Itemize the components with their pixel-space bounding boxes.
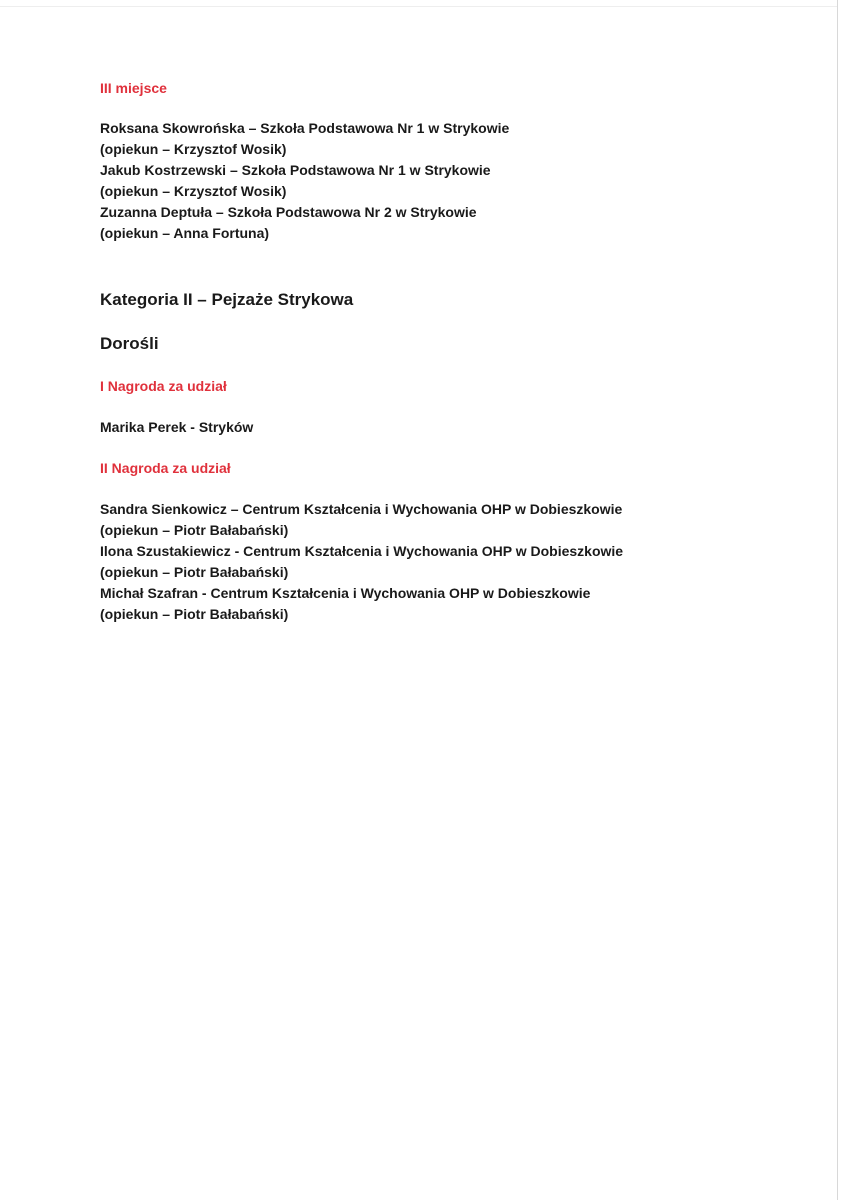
list-item: (opiekun – Krzysztof Wosik) [100,183,287,199]
section-heading-iii-miejsce: III miejsce [100,80,167,96]
award-1-entries [100,417,800,438]
list-item: Michał Szafran - Centrum Kształcenia i Wychowania OHP w Dobieszkowie [100,585,591,601]
award-1-heading: I Nagroda za udział [100,378,227,394]
list-item: (opiekun – Anna Fortuna) [100,225,270,241]
award-2-heading: II Nagroda za udział [100,460,231,476]
award-2-entries [100,499,800,625]
section-iii-entries [100,118,800,244]
list-item: Jakub Kostrzewski – Szkoła Podstawowa Nr 1 w Strykowie [100,162,491,178]
list-item: (opiekun – Piotr Bałabański) [100,564,289,580]
list-item: (opiekun – Krzysztof Wosik) [100,141,287,157]
scan-edge-right [837,0,838,1200]
document-content [100,78,800,625]
list-item: Sandra Sienkowicz – Centrum Kształcenia i Wychowania OHP w Dobieszkowie [100,501,623,517]
scan-edge-top [0,6,838,7]
category-title: Kategoria II – Pejzaże Strykowa [100,290,354,309]
list-item: Roksana Skowrońska – Szkoła Podstawowa Nr 1 w Strykowie [100,120,510,136]
list-item: (opiekun – Piotr Bałabański) [100,606,289,622]
list-item: Marika Perek - Stryków [100,419,254,435]
list-item: Zuzanna Deptuła – Szkoła Podstawowa Nr 2 w Strykowie [100,204,477,220]
category-group: Dorośli [100,334,159,353]
list-item: Ilona Szustakiewicz - Centrum Kształcenia i Wychowania OHP w Dobieszkowie [100,543,624,559]
list-item: (opiekun – Piotr Bałabański) [100,522,289,538]
